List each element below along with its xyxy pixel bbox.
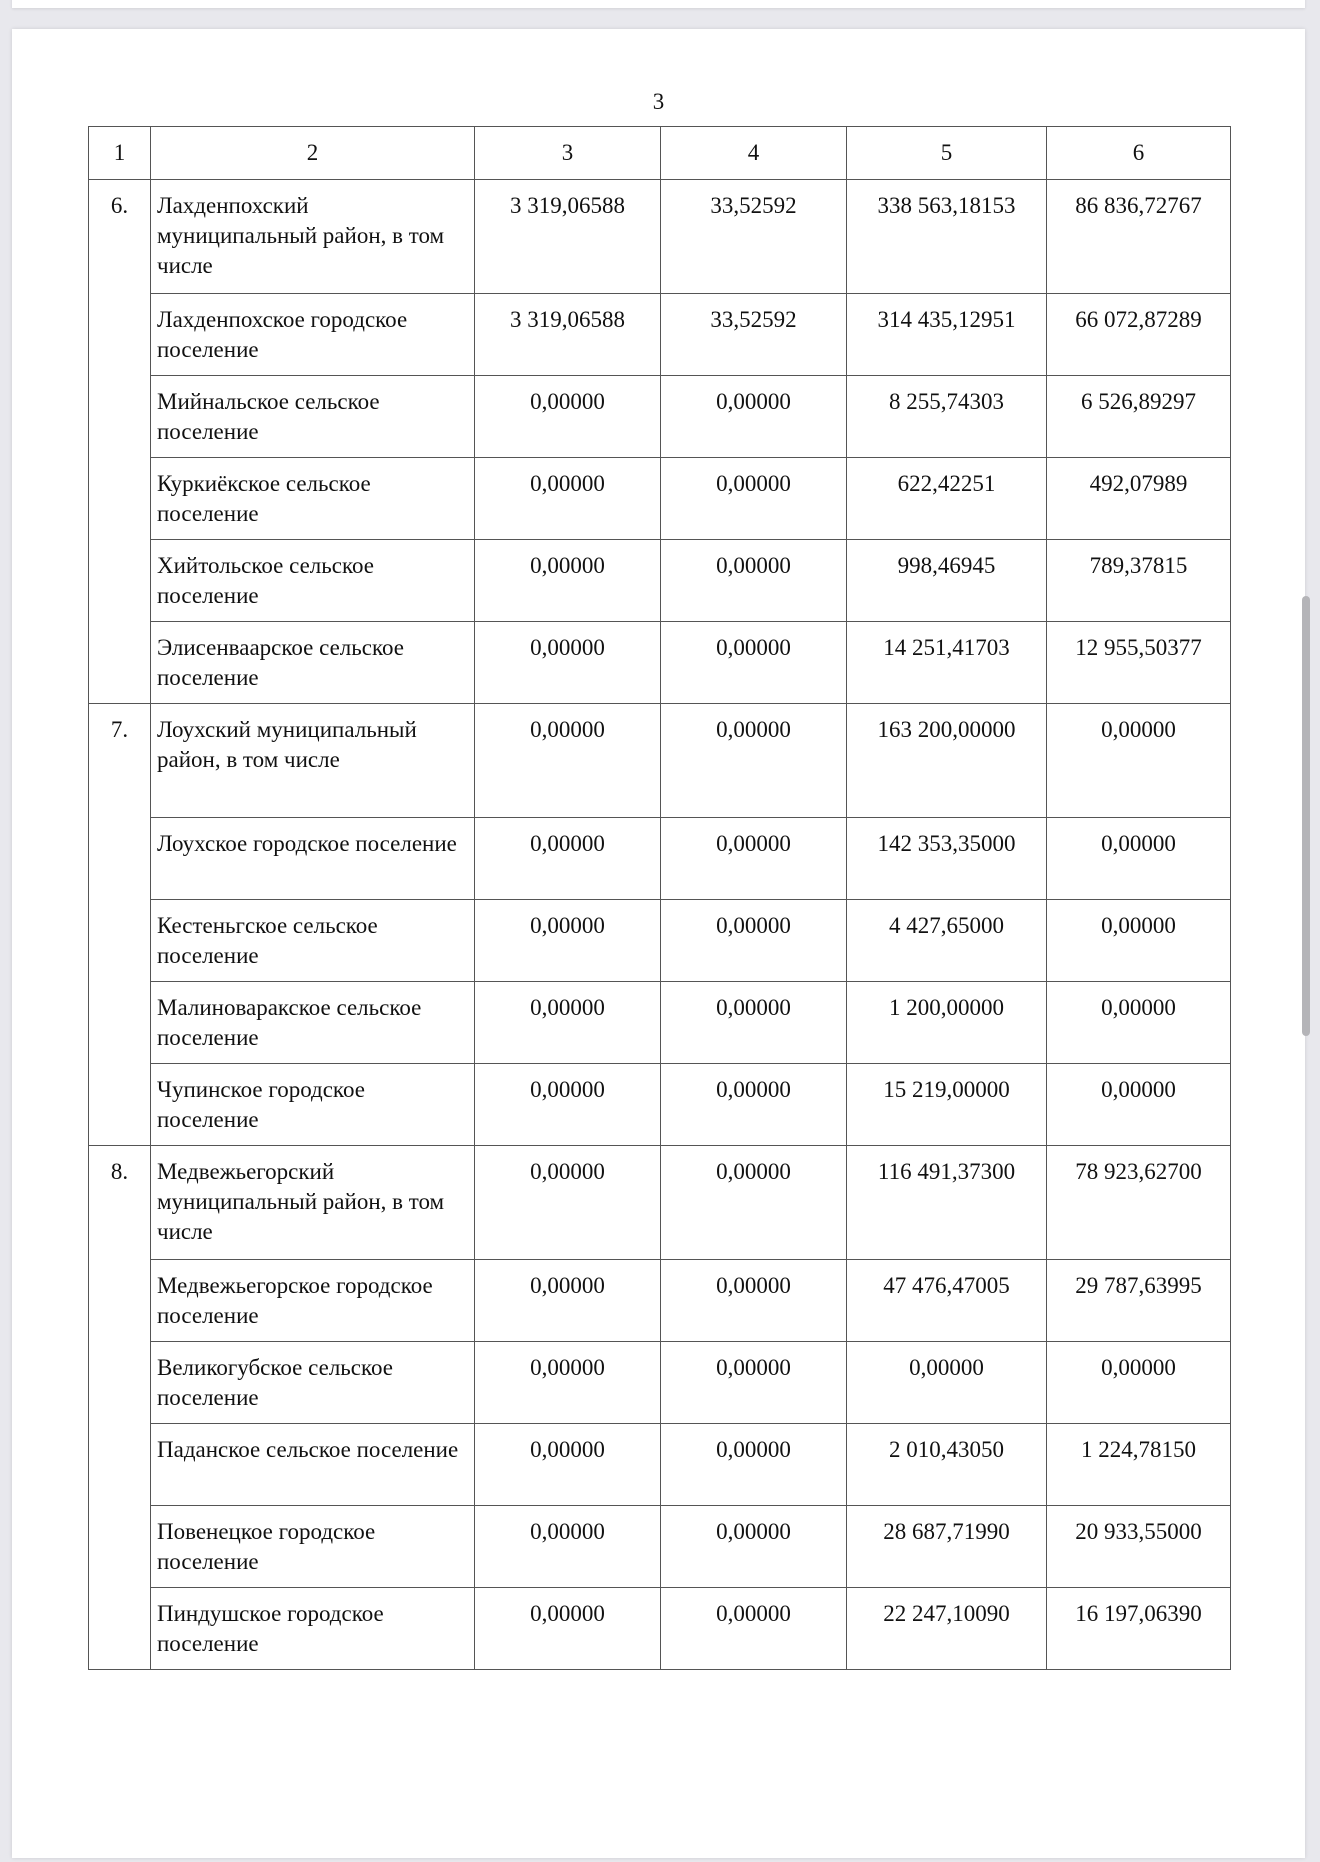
value-cell-col-3: 3 319,06588	[475, 180, 661, 294]
value-cell-col-5: 14 251,41703	[847, 622, 1047, 704]
table-row-district	[89, 1146, 1231, 1260]
municipality-name-cell: Медвежьегорский муниципальный район, в том числе	[151, 1146, 475, 1260]
municipality-name-cell: Кестеньгское сельское поселение	[151, 900, 475, 982]
value-cell-col-3: 0,00000	[475, 1342, 661, 1424]
value-cell-col-4: 0,00000	[661, 818, 847, 900]
value-cell-col-3: 3 319,06588	[475, 294, 661, 376]
value-cell-col-5: 0,00000	[847, 1342, 1047, 1424]
table-row-settlement	[89, 1506, 1231, 1588]
table-row-settlement	[89, 1424, 1231, 1506]
municipality-name-cell: Чупинское городское поселение	[151, 1064, 475, 1146]
value-cell-col-3: 0,00000	[475, 458, 661, 540]
value-cell-col-5: 22 247,10090	[847, 1588, 1047, 1670]
value-cell-col-5: 4 427,65000	[847, 900, 1047, 982]
value-cell-col-3: 0,00000	[475, 1588, 661, 1670]
municipality-name-cell: Паданское сельское поселение	[151, 1424, 475, 1506]
table-row-settlement	[89, 458, 1231, 540]
municipality-name-cell: Лоухское городское поселение	[151, 818, 475, 900]
value-cell-col-5: 8 255,74303	[847, 376, 1047, 458]
municipality-name-cell: Мийнальское сельское поселение	[151, 376, 475, 458]
row-index-cell: 8.	[89, 1146, 151, 1670]
value-cell-col-3: 0,00000	[475, 1506, 661, 1588]
value-cell-col-5: 163 200,00000	[847, 704, 1047, 818]
value-cell-col-6: 0,00000	[1047, 818, 1231, 900]
value-cell-col-6: 0,00000	[1047, 982, 1231, 1064]
table-row-settlement	[89, 294, 1231, 376]
table-row-settlement	[89, 900, 1231, 982]
value-cell-col-6: 1 224,78150	[1047, 1424, 1231, 1506]
value-cell-col-5: 116 491,37300	[847, 1146, 1047, 1260]
value-cell-col-5: 314 435,12951	[847, 294, 1047, 376]
header-cell-col-6: 6	[1047, 127, 1231, 180]
municipality-name-cell: Великогубское сельское поселение	[151, 1342, 475, 1424]
table-header-row	[89, 127, 1231, 180]
value-cell-col-6: 6 526,89297	[1047, 376, 1231, 458]
value-cell-col-6: 0,00000	[1047, 900, 1231, 982]
value-cell-col-5: 28 687,71990	[847, 1506, 1047, 1588]
value-cell-col-3: 0,00000	[475, 1260, 661, 1342]
table-row-district	[89, 704, 1231, 818]
value-cell-col-4: 0,00000	[661, 376, 847, 458]
value-cell-col-5: 15 219,00000	[847, 1064, 1047, 1146]
value-cell-col-5: 47 476,47005	[847, 1260, 1047, 1342]
table-row-settlement	[89, 1588, 1231, 1670]
value-cell-col-4: 0,00000	[661, 1342, 847, 1424]
value-cell-col-4: 0,00000	[661, 622, 847, 704]
value-cell-col-6: 20 933,55000	[1047, 1506, 1231, 1588]
value-cell-col-4: 33,52592	[661, 180, 847, 294]
value-cell-col-4: 0,00000	[661, 1260, 847, 1342]
value-cell-col-6: 0,00000	[1047, 1064, 1231, 1146]
value-cell-col-3: 0,00000	[475, 982, 661, 1064]
value-cell-col-6: 12 955,50377	[1047, 622, 1231, 704]
value-cell-col-5: 998,46945	[847, 540, 1047, 622]
value-cell-col-5: 142 353,35000	[847, 818, 1047, 900]
municipality-name-cell: Повенецкое городское поселение	[151, 1506, 475, 1588]
value-cell-col-5: 622,42251	[847, 458, 1047, 540]
value-cell-col-5: 338 563,18153	[847, 180, 1047, 294]
value-cell-col-4: 0,00000	[661, 1506, 847, 1588]
value-cell-col-5: 1 200,00000	[847, 982, 1047, 1064]
value-cell-col-4: 0,00000	[661, 1424, 847, 1506]
value-cell-col-4: 0,00000	[661, 982, 847, 1064]
table-row-district	[89, 180, 1231, 294]
row-index-cell: 6.	[89, 180, 151, 704]
table-row-settlement	[89, 622, 1231, 704]
value-cell-col-3: 0,00000	[475, 1064, 661, 1146]
budget-table	[88, 126, 1231, 1670]
municipality-name-cell: Лахденпохский муниципальный район, в том числе	[151, 180, 475, 294]
value-cell-col-4: 0,00000	[661, 1064, 847, 1146]
table-row-settlement	[89, 540, 1231, 622]
value-cell-col-3: 0,00000	[475, 622, 661, 704]
table-row-settlement	[89, 376, 1231, 458]
previous-page-edge	[12, 0, 1305, 8]
document-page	[12, 29, 1305, 1858]
value-cell-col-3: 0,00000	[475, 704, 661, 818]
table-row-settlement	[89, 1260, 1231, 1342]
municipality-name-cell: Пиндушское городское поселение	[151, 1588, 475, 1670]
header-cell-col-3: 3	[475, 127, 661, 180]
value-cell-col-6: 66 072,87289	[1047, 294, 1231, 376]
municipality-name-cell: Хийтольское сельское поселение	[151, 540, 475, 622]
value-cell-col-4: 0,00000	[661, 1146, 847, 1260]
value-cell-col-4: 0,00000	[661, 540, 847, 622]
header-cell-col-2: 2	[151, 127, 475, 180]
value-cell-col-5: 2 010,43050	[847, 1424, 1047, 1506]
value-cell-col-6: 86 836,72767	[1047, 180, 1231, 294]
header-cell-col-1: 1	[89, 127, 151, 180]
value-cell-col-6: 492,07989	[1047, 458, 1231, 540]
vertical-scrollbar-thumb[interactable]	[1302, 596, 1310, 1036]
page-number: 3	[652, 89, 665, 114]
value-cell-col-3: 0,00000	[475, 1424, 661, 1506]
municipality-name-cell: Малиноваракское сельское поселение	[151, 982, 475, 1064]
municipality-name-cell: Лоухский муниципальный район, в том числе	[151, 704, 475, 818]
value-cell-col-3: 0,00000	[475, 376, 661, 458]
value-cell-col-4: 0,00000	[661, 458, 847, 540]
value-cell-col-6: 789,37815	[1047, 540, 1231, 622]
table-row-settlement	[89, 1342, 1231, 1424]
row-index-cell: 7.	[89, 704, 151, 1146]
value-cell-col-6: 0,00000	[1047, 1342, 1231, 1424]
value-cell-col-3: 0,00000	[475, 818, 661, 900]
value-cell-col-4: 33,52592	[661, 294, 847, 376]
municipality-name-cell: Медвежьегорское городское поселение	[151, 1260, 475, 1342]
table-row-settlement	[89, 818, 1231, 900]
header-cell-col-4: 4	[661, 127, 847, 180]
value-cell-col-3: 0,00000	[475, 900, 661, 982]
value-cell-col-4: 0,00000	[661, 1588, 847, 1670]
value-cell-col-4: 0,00000	[661, 900, 847, 982]
value-cell-col-6: 29 787,63995	[1047, 1260, 1231, 1342]
value-cell-col-3: 0,00000	[475, 540, 661, 622]
header-cell-col-5: 5	[847, 127, 1047, 180]
municipality-name-cell: Лахденпохское городское поселение	[151, 294, 475, 376]
value-cell-col-6: 78 923,62700	[1047, 1146, 1231, 1260]
municipality-name-cell: Элисенваарское сельское поселение	[151, 622, 475, 704]
municipality-name-cell: Куркиёкское сельское поселение	[151, 458, 475, 540]
table-row-settlement	[89, 982, 1231, 1064]
value-cell-col-3: 0,00000	[475, 1146, 661, 1260]
table-row-settlement	[89, 1064, 1231, 1146]
value-cell-col-6: 16 197,06390	[1047, 1588, 1231, 1670]
value-cell-col-4: 0,00000	[661, 704, 847, 818]
value-cell-col-6: 0,00000	[1047, 704, 1231, 818]
